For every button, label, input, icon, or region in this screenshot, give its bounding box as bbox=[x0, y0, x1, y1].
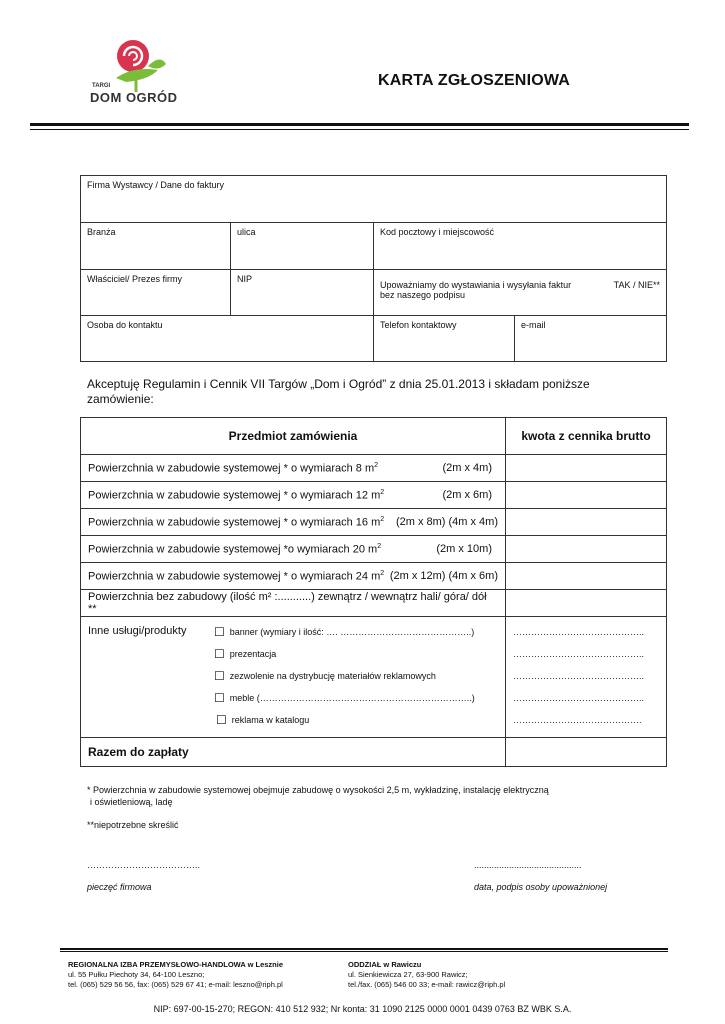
price-cell[interactable] bbox=[506, 482, 667, 509]
firm-label: Firma Wystawcy / Dane do faktury bbox=[87, 180, 224, 190]
tak-nie-choice[interactable]: TAK / NIE** bbox=[613, 280, 660, 290]
signature-line[interactable]: ........................................... bbox=[474, 860, 582, 870]
footer-divider bbox=[60, 948, 668, 950]
row-dims: (2m x 10m) bbox=[436, 543, 492, 555]
row-sup: 2 bbox=[377, 542, 382, 550]
order-row bbox=[81, 455, 506, 482]
checkbox-icon[interactable]: ☐ bbox=[216, 713, 227, 727]
price-dots: ……………………………………. bbox=[513, 715, 642, 725]
col-price-header: kwota z cennika brutto bbox=[506, 418, 667, 455]
header-divider bbox=[30, 123, 689, 126]
stamp-label: pieczęć firmowa bbox=[87, 882, 152, 892]
header-divider-thin bbox=[30, 129, 689, 130]
option-prezentacja[interactable] bbox=[214, 643, 475, 665]
option-meble[interactable] bbox=[214, 687, 475, 709]
footer-right-address: ul. Sienkiewicza 27, 63-900 Rawicz; bbox=[348, 970, 468, 979]
footer-right-contact: tel./fax. (065) 546 00 33; e-mail: rawicz@riph.pl bbox=[348, 980, 506, 989]
price-cell[interactable] bbox=[506, 563, 667, 590]
option-label: meble (……………………………………………………………..) bbox=[229, 693, 475, 703]
price-dots: …………………………………….. bbox=[513, 627, 645, 637]
ulica-label: ulica bbox=[237, 227, 256, 237]
company-data-table bbox=[80, 175, 667, 362]
row-dims: (2m x 8m) (4m x 4m) bbox=[395, 516, 498, 528]
price-cell[interactable] bbox=[506, 455, 667, 482]
row-dims: (2m x 6m) bbox=[442, 489, 492, 501]
targi-logo bbox=[88, 36, 203, 106]
branza-label: Branża bbox=[87, 227, 116, 237]
footer-divider-thin bbox=[60, 951, 668, 952]
row-sup: 2 bbox=[380, 488, 385, 496]
note-footnote-1 bbox=[87, 784, 549, 808]
option-label: reklama w katalogu bbox=[231, 715, 310, 725]
row-dims: (2m x 12m) (4m x 6m) bbox=[389, 570, 498, 582]
note-footnote-2: **niepotrzebne skreślić bbox=[87, 820, 179, 830]
note-line: i oświetleniową, ladę bbox=[90, 797, 173, 807]
footer-bank-info: NIP: 697-00-15-270; REGON: 410 512 932; Nr konta: 31 1090 2125 0000 0001 0439 0763 BZ WBK S.A. bbox=[153, 1004, 572, 1014]
contact-label: Osoba do kontaktu bbox=[87, 320, 163, 330]
footer-right bbox=[348, 960, 505, 990]
option-label: banner (wymiary i ilość: …. ……………………………………..) bbox=[229, 627, 475, 637]
footer-right-title: ODDZIAŁ w Rawiczu bbox=[348, 960, 422, 969]
price-cell[interactable] bbox=[506, 590, 667, 617]
firm-field[interactable] bbox=[81, 176, 667, 223]
option-label: prezentacja bbox=[229, 649, 277, 659]
logo-brand-text: DOM OGRÓD bbox=[90, 90, 178, 105]
row-text: Powierzchnia w zabudowie systemowej *o wymiarach 20 m bbox=[88, 543, 378, 556]
contact-field[interactable] bbox=[81, 316, 374, 362]
signature-label: data, podpis osoby upoważnionej bbox=[474, 882, 608, 892]
email-label: e-mail bbox=[521, 320, 546, 330]
row-sup: 2 bbox=[380, 569, 385, 577]
row-sup: 2 bbox=[380, 515, 385, 523]
row-dims: (2m x 4m) bbox=[442, 462, 492, 474]
footer-left-address: ul. 55 Pułku Piechoty 34, 64-100 Leszno; bbox=[68, 970, 205, 979]
ulica-field[interactable] bbox=[231, 223, 374, 270]
price-cell[interactable] bbox=[506, 509, 667, 536]
price-dots: …………………………………….. bbox=[513, 649, 645, 659]
nip-field[interactable] bbox=[231, 270, 374, 316]
branza-field[interactable] bbox=[81, 223, 231, 270]
email-field[interactable] bbox=[515, 316, 667, 362]
checkbox-icon[interactable]: ☐ bbox=[214, 647, 225, 661]
order-row bbox=[81, 482, 506, 509]
acceptance-text: Akceptuję Regulamin i Cennik VII Targów „Dom i Ogród” z dnia 25.01.2013 i składam poniższe zamówienie: bbox=[87, 377, 590, 406]
total-label: Razem do zapłaty bbox=[81, 738, 506, 767]
invoice-auth-text-2: bez naszego podpisu bbox=[380, 290, 466, 300]
owner-field[interactable] bbox=[81, 270, 231, 316]
option-katalog[interactable] bbox=[214, 709, 475, 731]
page-title: KARTA ZGŁOSZENIOWA bbox=[378, 72, 571, 89]
note-line: * Powierzchnia w zabudowie systemowej obejmuje zabudowę o wysokości 2,5 m, wykładzinę, instalację elektryczną bbox=[87, 785, 549, 795]
other-price-cell[interactable] bbox=[506, 617, 667, 738]
row-text: Powierzchnia w zabudowie systemowej * o wymiarach 12 m bbox=[88, 489, 381, 502]
option-zezwolenie[interactable] bbox=[214, 665, 475, 687]
other-services-label: Inne usługi/produkty bbox=[88, 625, 187, 637]
stamp-line[interactable]: ……………………………….. bbox=[87, 860, 201, 870]
checkbox-icon[interactable]: ☐ bbox=[214, 625, 225, 639]
total-price-cell[interactable] bbox=[506, 738, 667, 767]
footer-left bbox=[68, 960, 283, 990]
phone-label: Telefon kontaktowy bbox=[380, 320, 457, 330]
order-row bbox=[81, 509, 506, 536]
no-build-row: Powierzchnia bez zabudowy (ilość m² :...........) zewnątrz / wewnątrz hali/ góra/ dół ** bbox=[81, 590, 506, 617]
phone-field[interactable] bbox=[374, 316, 515, 362]
option-label: zezwolenie na dystrybucję materiałów reklamowych bbox=[229, 671, 436, 681]
checkbox-icon[interactable]: ☐ bbox=[214, 691, 225, 705]
kod-field[interactable] bbox=[374, 223, 667, 270]
invoice-auth-text: Upoważniamy do wystawiania i wysyłania faktur bbox=[380, 280, 572, 290]
footer-left-contact: tel. (065) 529 56 56, fax: (065) 529 67 41; e-mail: leszno@riph.pl bbox=[68, 980, 283, 989]
row-text: Powierzchnia w zabudowie systemowej * o wymiarach 16 m bbox=[88, 516, 381, 529]
order-row bbox=[81, 563, 506, 590]
invoice-auth-cell[interactable] bbox=[374, 270, 667, 316]
nip-label: NIP bbox=[237, 274, 253, 284]
owner-label: Właściciel/ Prezes firmy bbox=[87, 274, 183, 284]
row-text: Powierzchnia w zabudowie systemowej * o wymiarach 8 m bbox=[88, 462, 375, 475]
price-dots: …………………………………….. bbox=[513, 693, 645, 703]
logo-small-text: TARGI bbox=[92, 83, 111, 89]
price-dots: …………………………………….. bbox=[513, 671, 645, 681]
order-table bbox=[80, 417, 667, 767]
row-text: Powierzchnia w zabudowie systemowej * o wymiarach 24 m bbox=[88, 570, 381, 583]
option-banner[interactable] bbox=[214, 621, 475, 643]
footer-left-title: REGIONALNA IZBA PRZEMYSŁOWO-HANDLOWA w Lesznie bbox=[68, 960, 283, 969]
kod-label: Kod pocztowy i miejscowość bbox=[380, 227, 495, 237]
row-sup: 2 bbox=[374, 461, 379, 469]
col-subject-header: Przedmiot zamówienia bbox=[81, 418, 506, 455]
other-services-cell bbox=[81, 617, 506, 738]
order-row bbox=[81, 536, 506, 563]
price-cell[interactable] bbox=[506, 536, 667, 563]
checkbox-icon[interactable]: ☐ bbox=[214, 669, 225, 683]
